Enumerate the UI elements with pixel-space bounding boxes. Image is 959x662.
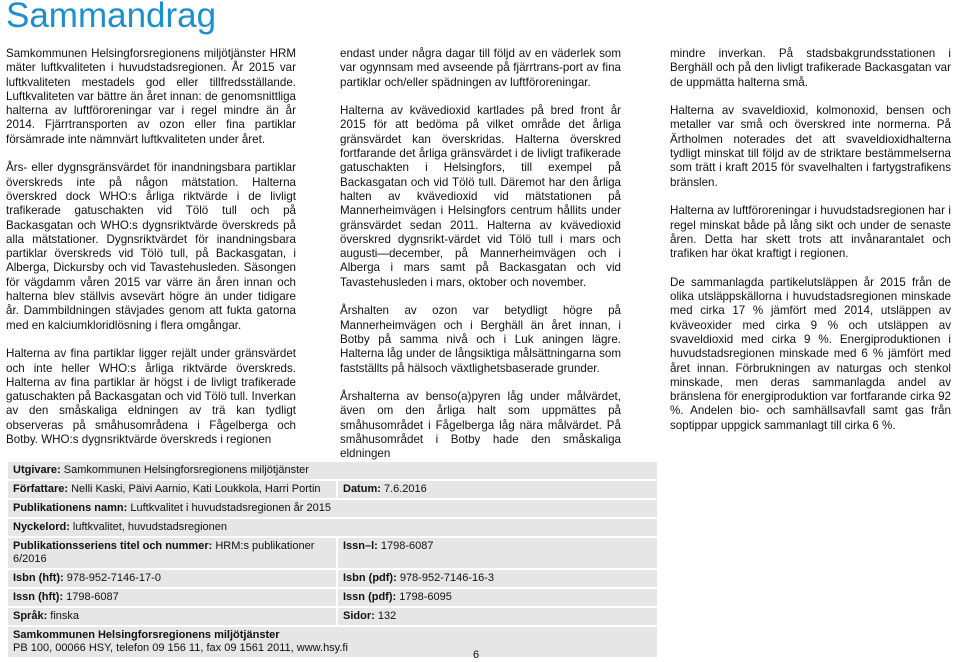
series-cell <box>7 537 337 569</box>
field-value: HRM:s publikationer 6/2016 <box>13 540 315 565</box>
field-label: Sidor: <box>343 610 375 622</box>
organization-name: Samkommunen Helsingforsregionens miljötjänster <box>13 629 280 641</box>
field-value: Luftkvalitet i huvudstadsregionen år 2015 <box>127 502 331 514</box>
publication-name-cell <box>7 499 658 518</box>
field-label: Isbn (pdf): <box>343 572 397 584</box>
table-row <box>7 626 658 658</box>
field-label: Publikationsseriens titel och nummer: <box>13 540 213 552</box>
field-value: Nelli Kaski, Päivi Aarnio, Kati Loukkola, Harri Portin <box>68 483 321 495</box>
field-label: Utgivare: <box>13 464 61 476</box>
field-label: Publikationens namn: <box>13 502 128 514</box>
field-value: 978-952-7146-17-0 <box>63 572 161 584</box>
field-value: 132 <box>374 610 397 622</box>
isbn-pdf-cell <box>337 569 658 588</box>
authors-cell <box>7 480 337 499</box>
table-row <box>7 499 658 518</box>
field-label: Nyckelord: <box>13 521 70 533</box>
language-cell <box>7 607 337 626</box>
field-label: Isbn (hft): <box>13 572 64 584</box>
field-label: Datum: <box>343 483 381 495</box>
field-value: 1798-6087 <box>63 591 119 603</box>
paragraph: Års- eller dygnsgränsvärdet för inandningsbara partiklar överskreds inte på någon mätstation. Halterna överskred dock WHO:s årliga riktvärde i de livligt trafikerade gatuschakten vid Tölö tull och på Backasgatan och WHO:s dygnsriktvärde överskreds på alla mätstationer. Dygnsriktvärdet för inandningsbara partiklar överskreds vid Tölö tull, på Backasgatan, i Alberga, Dickursby och vid Tavastehusleden. Säsongen för vägdamm våren 2015 var värre än åren innan och halterna blev ställvis avsevärt högre än under tidigare år. Dammbildningen stävjades genom att fukta gatorna med en kalciumkloridlösning i flera omgångar. <box>6 161 296 332</box>
publication-info-table <box>6 460 659 659</box>
organization-cell <box>7 626 658 658</box>
field-value: 1798-6087 <box>377 540 434 552</box>
page-number: 6 <box>473 649 480 661</box>
table-row <box>7 461 658 480</box>
paragraph: endast under några dagar till följd av en väderlek som var ogynnsam med avseende på fjärrtrans-port av fina partiklar och/eller spädningen av luftföroreningar. <box>340 47 621 89</box>
field-value: 7.6.2016 <box>380 483 427 495</box>
isbn-hft-cell <box>7 569 337 588</box>
paragraph: Halterna av fina partiklar ligger rejält under gränsvärdet och inte heller WHO:s årliga riktvärde överskreds. Halterna av fina partiklar är högst i de livligt trafikerade gatuschakten på Backasgatan och vid Tölö tull. Inverkan av den småskaliga eldningen av trä kan tydligt observeras på småhusområdena i Fågelberga och Botby. WHO:s dygnsriktvärde överskreds i regionen <box>6 347 296 447</box>
page-title: Sammandrag <box>6 0 217 35</box>
issn-l-cell <box>337 537 658 569</box>
paragraph: Samkommunen Helsingforsregionens miljötjänster HRM mäter luftkvaliteten i huvudstadsregionen. År 2015 var luftkvaliteten mestadels god eller tillfredsställande. Luftkvaliteten var bättre än året innan: de genomsnittliga halterna av luftföroreningar var i regel mindre än år 2014. Fjärrtransporten av ozon eller fina partiklar försämrade inte nämnvärt luftkvaliteten under året. <box>6 47 296 146</box>
table-row <box>7 607 658 626</box>
paragraph: Halterna av kvävedioxid kartlades på bred front år 2015 för att bedöma på vilket område det årliga gränsvärdet kan överskridas. Halterna överskred fortfarande det årliga gränsvärdet i de livligt trafikerade gatuschakten i Helsingfors, till exempel på Backasgatan och vid Tölö tull. Däremot har den årliga halten av kvävedioxid vid mätstationen på Mannerheimvägen i Helsingfors centrum hållits under gränsvärdet sedan 2011. Halterna av kvävedioxid överskred dygnsrikt-värdet vid Tölö tull i mars och augusti—december, på Mannerheimvägen och i Alberga i mars samt på Backasgatan och vid Tavastehusleden i mars, oktober och november. <box>340 104 621 289</box>
field-label: Issn–l: <box>343 540 378 552</box>
table-row <box>7 518 658 537</box>
issn-pdf-cell <box>337 588 658 607</box>
text-column-3 <box>670 47 951 447</box>
table-row <box>7 569 658 588</box>
publisher-cell <box>7 461 658 480</box>
field-value: luftkvalitet, huvudstadsregionen <box>69 521 228 533</box>
table-row <box>7 537 658 569</box>
paragraph: Årshalterna av benso(a)pyren låg under målvärdet, även om den årliga halt som uppmättes på småhusområdet i Fågelberga låg nära målvärdet. På småhusområdet i Botby hade den småskaliga eldningen <box>340 390 621 461</box>
field-label: Språk: <box>13 610 48 622</box>
pages-cell <box>337 607 658 626</box>
field-label: Författare: <box>13 483 69 495</box>
date-cell <box>337 480 658 499</box>
text-column-1 <box>6 47 296 462</box>
field-value: 978-952-7146-16-3 <box>396 572 495 584</box>
field-label: Issn (pdf): <box>343 591 397 603</box>
field-value: Samkommunen Helsingforsregionens miljötjänster <box>60 464 309 476</box>
field-value: finska <box>47 610 80 622</box>
paragraph: Halterna av luftföroreningar i huvudstadsregionen har i regel minskat både på lång sikt och under de senaste åren. Detta har skett trots att invånarantalet och trafiken har ökat kraftigt i regionen. <box>670 204 951 261</box>
issn-hft-cell <box>7 588 337 607</box>
text-column-2 <box>340 47 621 476</box>
organization-address: PB 100, 00066 HSY, telefon 09 156 11, fax 09 1561 2011, www.hsy.fi <box>13 642 348 654</box>
paragraph: mindre inverkan. På stadsbakgrundsstationen i Berghäll och på den livligt trafikerade Backasgatan var de uppmätta halterna små. <box>670 47 951 89</box>
table-row <box>7 480 658 499</box>
paragraph: De sammanlagda partikelutsläppen år 2015 från de olika utsläppskällorna i huvudstadsregionen minskade med cirka 17 % jämfört med 2014, utsläppen av kväveoxider med cirka 9 % och utsläppen av svaveldioxid med cirka 9 %. Energiproduktionen i huvudstadsregionen minskade med 6 % jämfört med året innan. Förbrukningen av naturgas och stenkol minskade, men deras sammanlagda andel av bränslena för energiproduktion var fortfarande cirka 92 %. Andelen bio- och samhällsavfall samt gas från soptippar uppgick sammanlagt till cirka 6 %. <box>670 275 951 432</box>
keywords-cell <box>7 518 658 537</box>
paragraph: Årshalten av ozon var betydligt högre på Mannerheimvägen och i Berghäll än året innan, i Botby på samma nivå och i Luk aningen lägre. Halterna låg under de långsiktiga målsättningarna som fastställts på hälsoch växtlighetsbaserade grunder. <box>340 304 621 375</box>
table-row <box>7 588 658 607</box>
field-value: 1798-6095 <box>396 591 452 603</box>
field-label: Issn (hft): <box>13 591 64 603</box>
paragraph: Halterna av svaveldioxid, kolmonoxid, bensen och metaller var små och överskred inte normerna. På Ärtholmen noterades det att svaveldioxidhalterna tydligt minskat till följd av de striktare bestämmelserna som trätt i kraft 2015 för svavelhalten i fartygstrafikens bränslen. <box>670 104 951 189</box>
